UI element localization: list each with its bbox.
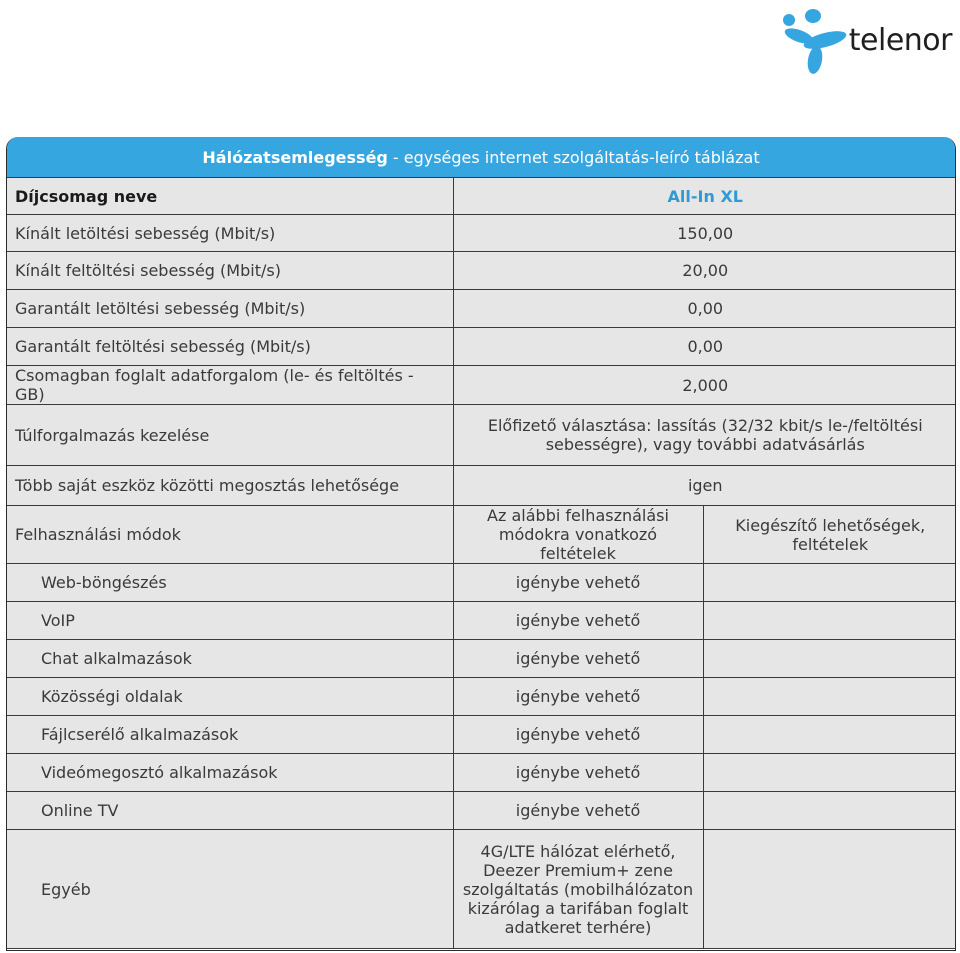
usage-item-extra bbox=[703, 830, 956, 949]
table-row bbox=[7, 466, 956, 506]
row-value: Előfizető választása: lassítás (32/32 kbit/s le-/feltöltési sebességre), vagy további adatvásárlás bbox=[453, 405, 956, 466]
usage-item-condition: igénybe vehető bbox=[453, 564, 703, 602]
extras-column-header: Kiegészítő lehetőségek, feltételek bbox=[703, 506, 956, 564]
usage-item-condition: igénybe vehető bbox=[453, 678, 703, 716]
row-label: Csomagban foglalt adatforgalom (le- és feltöltés - GB) bbox=[7, 366, 453, 405]
telenor-propeller-icon bbox=[775, 6, 859, 78]
usage-item-label: Közösségi oldalak bbox=[7, 678, 453, 716]
row-label: Kínált letöltési sebesség (Mbit/s) bbox=[7, 215, 453, 252]
row-value: 0,00 bbox=[453, 328, 956, 366]
usage-item-label: Egyéb bbox=[7, 830, 453, 949]
usage-item-label: Web-böngészés bbox=[7, 564, 453, 602]
usage-item-condition: igénybe vehető bbox=[453, 754, 703, 792]
row-value: 2,000 bbox=[453, 366, 956, 405]
usage-label: Felhasználási módok bbox=[7, 506, 453, 564]
table-row bbox=[7, 405, 956, 466]
usage-item-condition: igénybe vehető bbox=[453, 792, 703, 830]
usage-item-label: Chat alkalmazások bbox=[7, 640, 453, 678]
usage-item-extra bbox=[703, 640, 956, 678]
table-title bbox=[7, 137, 955, 177]
usage-item-label: Videómegosztó alkalmazások bbox=[7, 754, 453, 792]
usage-item-extra bbox=[703, 792, 956, 830]
plan-name-label: Díjcsomag neve bbox=[7, 178, 453, 215]
row-label: Több saját eszköz közötti megosztás lehetősége bbox=[7, 466, 453, 506]
table-row bbox=[7, 328, 956, 366]
plan-name-value: All-In XL bbox=[453, 178, 956, 215]
usage-item-extra bbox=[703, 754, 956, 792]
row-label: Garantált feltöltési sebesség (Mbit/s) bbox=[7, 328, 453, 366]
usage-item-label: Online TV bbox=[7, 792, 453, 830]
table-title-bold: Hálózatsemlegesség bbox=[202, 147, 388, 167]
usage-item-label: VoIP bbox=[7, 602, 453, 640]
conditions-column-header: Az alábbi felhasználási módokra vonatkozó feltételek bbox=[453, 506, 703, 564]
header-row bbox=[7, 178, 956, 215]
service-table-card bbox=[6, 137, 956, 951]
row-label: Garantált letöltési sebesség (Mbit/s) bbox=[7, 290, 453, 328]
usage-row bbox=[7, 754, 956, 792]
usage-item-extra bbox=[703, 564, 956, 602]
usage-item-condition: igénybe vehető bbox=[453, 716, 703, 754]
row-value: igen bbox=[453, 466, 956, 506]
row-label: Kínált feltöltési sebesség (Mbit/s) bbox=[7, 252, 453, 290]
usage-row bbox=[7, 716, 956, 754]
usage-row bbox=[7, 640, 956, 678]
usage-item-extra bbox=[703, 678, 956, 716]
brand-name: telenor bbox=[848, 22, 952, 58]
service-table bbox=[7, 177, 956, 949]
row-value: 150,00 bbox=[453, 215, 956, 252]
telenor-logo bbox=[775, 6, 952, 78]
usage-item-label: Fájlcserélő alkalmazások bbox=[7, 716, 453, 754]
usage-item-extra bbox=[703, 716, 956, 754]
usage-row bbox=[7, 564, 956, 602]
row-value: 20,00 bbox=[453, 252, 956, 290]
row-label: Túlforgalmazás kezelése bbox=[7, 405, 453, 466]
table-row bbox=[7, 252, 956, 290]
table-row bbox=[7, 215, 956, 252]
usage-item-condition: igénybe vehető bbox=[453, 640, 703, 678]
usage-row bbox=[7, 602, 956, 640]
usage-row bbox=[7, 830, 956, 949]
usage-item-condition: 4G/LTE hálózat elérhető, Deezer Premium+ zene szolgáltatás (mobilhálózaton kizárólag a tarifában foglalt adatkeret terhére) bbox=[453, 830, 703, 949]
usage-item-extra bbox=[703, 602, 956, 640]
table-row bbox=[7, 366, 956, 405]
usage-row bbox=[7, 792, 956, 830]
usage-header-row bbox=[7, 506, 956, 564]
table-row bbox=[7, 290, 956, 328]
usage-row bbox=[7, 678, 956, 716]
usage-item-condition: igénybe vehető bbox=[453, 602, 703, 640]
row-value: 0,00 bbox=[453, 290, 956, 328]
table-title-rest: - egységes internet szolgáltatás-leíró táblázat bbox=[392, 147, 760, 167]
